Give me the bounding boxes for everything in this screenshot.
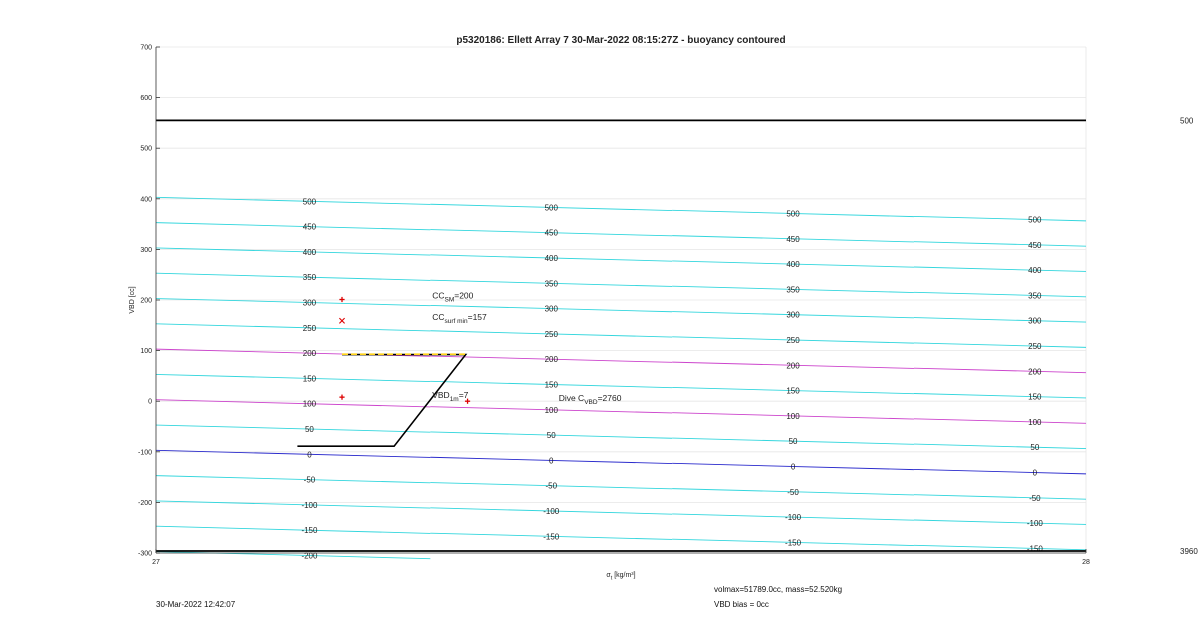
reference-layer <box>156 116 1198 556</box>
contour-label: -50 <box>1029 493 1041 503</box>
contour-line <box>156 248 430 255</box>
contour-line <box>156 299 430 306</box>
reference-label: 3960 <box>1180 546 1198 556</box>
contour-line <box>156 273 430 283</box>
contour-line <box>914 318 1086 322</box>
contour-line <box>156 450 430 460</box>
contour-layer <box>156 197 1086 560</box>
annotation-main: Dive C <box>558 393 585 404</box>
annotation-label <box>432 290 473 303</box>
contour-label: 200 <box>786 361 800 371</box>
y-tick-label: 300 <box>140 246 152 254</box>
y-tick-label: -300 <box>137 550 152 558</box>
annotation-subscript: SM <box>444 296 455 304</box>
contour-line <box>914 444 1086 448</box>
contour-label: 250 <box>786 335 800 345</box>
y-tick-label: 0 <box>148 398 152 406</box>
contour-label: -100 <box>543 507 560 517</box>
annotation-value: =200 <box>454 290 474 301</box>
y-tick-label: 200 <box>140 297 152 305</box>
contour-label: -50 <box>303 475 316 485</box>
footer-timestamp: 30-Mar-2022 12:42:07 <box>156 600 236 609</box>
contour-line <box>156 197 430 207</box>
contour-label: 200 <box>1028 367 1042 377</box>
x-tick-label: 28 <box>1082 559 1090 566</box>
contour-label: 400 <box>302 247 317 257</box>
contour-line <box>156 501 430 508</box>
contour-line <box>156 400 430 407</box>
contour-label: 400 <box>1028 266 1042 276</box>
contour-label: 500 <box>544 203 558 213</box>
contour-label: 100 <box>544 405 558 415</box>
annotation-value: =2760 <box>597 393 622 404</box>
contour-label: -150 <box>301 526 318 536</box>
annotation-value: =157 <box>467 312 487 323</box>
contour-label: 50 <box>788 437 798 447</box>
x-axis-label-sub: t <box>610 575 613 582</box>
contour-line <box>156 223 430 230</box>
contour-label: 400 <box>786 260 800 270</box>
reference-label: 500 <box>1180 116 1194 126</box>
contour-line <box>156 374 430 384</box>
annotation-subscript: surf min <box>444 318 468 326</box>
contour-line <box>914 343 1086 347</box>
annotation-value: =7 <box>458 390 469 401</box>
contour-line <box>156 324 430 331</box>
contour-label: 350 <box>786 285 800 295</box>
y-axis-label: VBD [cc] <box>129 286 136 314</box>
axis-layer <box>129 45 1090 582</box>
contour-label: 0 <box>790 462 796 472</box>
annotation-subscript: VBD <box>584 399 598 407</box>
contour-label: 350 <box>1028 291 1042 301</box>
contour-line <box>914 292 1086 296</box>
contour-label: 250 <box>544 329 558 339</box>
contour-label: 300 <box>302 298 317 308</box>
y-tick-label: -100 <box>137 449 152 457</box>
contour-label: 150 <box>302 374 317 384</box>
contour-line <box>156 526 430 536</box>
contour-label: 450 <box>544 228 558 238</box>
contour-line <box>914 216 1086 220</box>
contour-label: 400 <box>544 254 558 264</box>
annotation-subscript: 1m <box>449 396 459 404</box>
contour-label: 100 <box>302 399 317 409</box>
contour-label: 500 <box>786 209 800 219</box>
y-tick-label: 600 <box>140 95 152 103</box>
x-axis-label <box>606 572 635 582</box>
contour-line <box>914 495 1086 499</box>
contour-label: 500 <box>302 197 317 207</box>
contour-label: 300 <box>544 304 558 314</box>
contour-line <box>156 476 430 483</box>
plus-marker <box>339 395 344 400</box>
contour-line <box>914 469 1086 473</box>
y-tick-label: -200 <box>137 499 152 507</box>
contour-line <box>914 242 1086 246</box>
contour-line <box>914 419 1086 423</box>
contour-label: 250 <box>302 323 317 333</box>
contour-label: 300 <box>1028 316 1042 326</box>
contour-line <box>914 545 1086 549</box>
contour-label: -100 <box>301 500 318 510</box>
contour-label: 350 <box>544 279 558 289</box>
contour-label: 50 <box>546 431 556 441</box>
contour-label: 150 <box>786 386 800 396</box>
y-tick-label: 500 <box>140 145 152 153</box>
contour-label: 200 <box>544 355 558 365</box>
y-tick-label: 700 <box>140 44 152 52</box>
contour-line <box>914 267 1086 271</box>
contour-label: 100 <box>1028 417 1042 427</box>
x-marker <box>339 318 344 323</box>
footer-mass: volmax=51789.0cc, mass=52.520kg <box>714 585 843 594</box>
contour-label: 0 <box>307 450 312 460</box>
y-tick-label: 400 <box>140 196 152 204</box>
annotation-main: CC <box>432 290 445 301</box>
contour-label: 500 <box>1028 215 1042 225</box>
contour-line <box>914 393 1086 397</box>
contour-line <box>156 552 430 559</box>
contour-label: 450 <box>1028 240 1042 250</box>
contour-label: -50 <box>545 481 558 491</box>
annotation-main: VBD <box>432 390 450 401</box>
annotation-label <box>559 393 622 406</box>
x-tick-label: 27 <box>152 559 160 566</box>
contour-label: 150 <box>1028 392 1042 402</box>
contour-label: -100 <box>1026 519 1043 529</box>
grid-layer <box>156 47 1086 553</box>
contour-label: -150 <box>785 538 802 548</box>
contour-label: -50 <box>787 487 799 497</box>
contour-label: 250 <box>1028 342 1042 352</box>
contour-label: 450 <box>786 234 800 244</box>
x-axis-label-units: [kg/m³] <box>612 572 636 579</box>
y-tick-label: 100 <box>140 348 152 356</box>
x-axis-label-main: σ <box>606 572 611 579</box>
footer-bias: VBD bias = 0cc <box>714 600 769 609</box>
contour-label: 450 <box>302 222 317 232</box>
contour-label: 0 <box>549 456 554 466</box>
contour-line <box>914 520 1086 524</box>
contour-label: -150 <box>543 532 560 542</box>
contour-label: -200 <box>301 551 318 561</box>
contour-label: 50 <box>304 425 314 435</box>
annotation-label <box>432 312 487 325</box>
contour-line <box>156 425 430 435</box>
contour-label: 50 <box>1030 443 1040 453</box>
contour-label: 100 <box>786 411 800 421</box>
contour-label: 0 <box>1032 468 1038 478</box>
contour-label: 300 <box>786 310 800 320</box>
contour-line <box>914 368 1086 372</box>
contour-label: -100 <box>785 513 802 523</box>
contour-label: 200 <box>302 349 317 359</box>
chart-title: p5320186: Ellett Array 7 30-Mar-2022 08:15:27Z - buoyancy contoured <box>456 35 786 46</box>
contour-label: 150 <box>544 380 558 390</box>
annotation-main: CC <box>432 312 445 323</box>
plus-marker <box>339 297 344 302</box>
contour-label: 350 <box>302 273 317 283</box>
contour-label: -150 <box>1026 544 1043 554</box>
